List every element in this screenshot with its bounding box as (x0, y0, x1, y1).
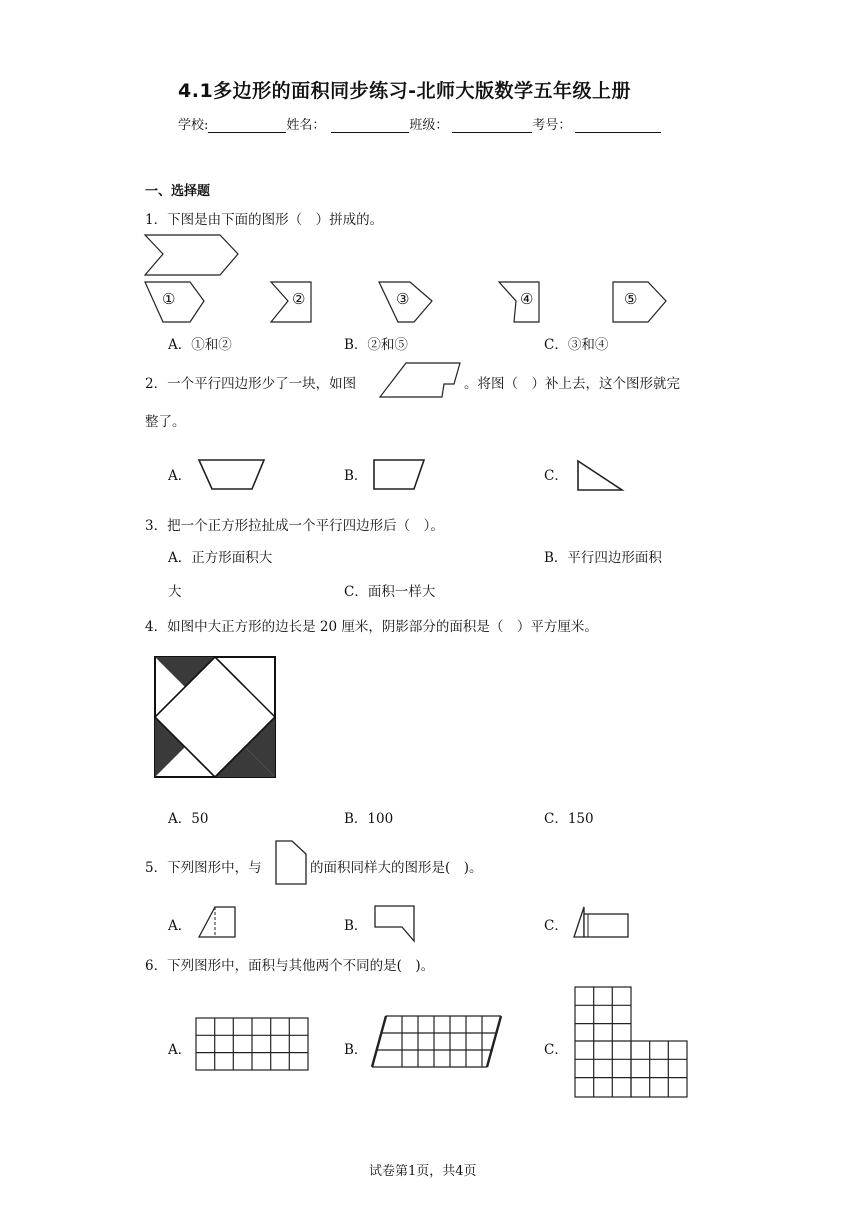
page-title: 4.1多边形的面积同步练习-北师大版数学五年级上册 (178, 80, 632, 102)
question-2-option-b[interactable]: B． (344, 468, 368, 484)
q5-option-b-shape (372, 903, 418, 945)
question-1-stem: 1．下图是由下面的图形（ ）拼成的。 (145, 212, 384, 228)
q4-square-figure (152, 654, 278, 780)
q1-piece-4-label: ④ (520, 290, 534, 308)
q2-incomplete-parallelogram (376, 360, 462, 402)
section-title: 一、选择题 (145, 184, 211, 199)
question-2-option-c[interactable]: C． (544, 468, 568, 484)
question-3-stem: 3．把一个正方形拉扯成一个平行四边形后（ ）。 (145, 518, 444, 534)
class-blank[interactable] (452, 118, 532, 133)
question-5-option-a[interactable]: A． (168, 918, 192, 934)
question-1-option-b[interactable]: B．②和⑤ (344, 337, 408, 353)
q1-combined-shape (140, 232, 244, 280)
q2-option-c-triangle (574, 458, 626, 494)
q1-piece-1-label: ① (162, 290, 176, 308)
q2-option-a-trapezoid (196, 457, 268, 493)
question-4-option-a[interactable]: A．50 (168, 811, 209, 827)
question-2-stem-part2: 。将图（ ）补上去，这个图形就完 (464, 376, 680, 392)
q5-option-c-shape (570, 903, 632, 941)
question-6-option-c[interactable]: C． (544, 1042, 568, 1058)
question-6-stem: 6．下列图形中，面积与其他两个不同的是( )。 (145, 958, 435, 974)
question-5-stem-part2: 的面积同样大的图形是( )。 (310, 860, 483, 876)
question-6-option-a[interactable]: A． (168, 1042, 192, 1058)
question-6-option-b[interactable]: B． (344, 1042, 368, 1058)
name-label: 姓名： (286, 118, 326, 133)
question-1-option-a[interactable]: A．①和② (168, 337, 232, 353)
question-5-stem-part1: 5．下列图形中，与 (145, 860, 262, 876)
question-4-option-b[interactable]: B．100 (344, 811, 394, 827)
exam-no-blank[interactable] (575, 118, 661, 133)
q1-piece-2 (266, 278, 316, 326)
question-5-option-b[interactable]: B． (344, 918, 368, 934)
exam-no-label: 考号： (532, 118, 572, 133)
school-blank[interactable] (208, 118, 286, 133)
question-1-option-c[interactable]: C．③和④ (544, 337, 609, 353)
question-2-stem-part3: 整了。 (145, 414, 186, 430)
q5-option-a-shape (196, 903, 240, 941)
question-2-stem-part1: 2．一个平行四边形少了一块，如图 (145, 376, 357, 392)
school-label: 学校: (178, 118, 209, 133)
q1-piece-4 (494, 278, 544, 326)
question-3-option-b-wrap: 大 (168, 584, 182, 600)
class-label: 班级： (409, 118, 449, 133)
question-2-option-a[interactable]: A． (168, 468, 192, 484)
question-4-stem: 4．如图中大正方形的边长是 20 厘米，阴影部分的面积是（ ）平方厘米。 (145, 619, 598, 635)
student-info-row (178, 114, 661, 133)
q1-piece-3-label: ③ (396, 290, 410, 308)
question-3-option-b[interactable]: B．平行四边形面积 (544, 550, 662, 566)
q6-option-c-l-grid (572, 984, 690, 1100)
q2-option-b-trapezoid (370, 457, 428, 493)
name-blank[interactable] (331, 118, 409, 133)
q6-option-b-parallelogram-grid (368, 1012, 508, 1076)
question-3-option-c[interactable]: C．面积一样大 (344, 584, 436, 600)
question-4-option-c[interactable]: C．150 (544, 811, 594, 827)
q6-option-a-grid (194, 1016, 310, 1072)
q1-piece-5 (608, 278, 674, 326)
q1-piece-2-label: ② (292, 290, 306, 308)
q5-reference-shape (272, 838, 310, 888)
question-5-option-c[interactable]: C． (544, 918, 568, 934)
page-footer: 试卷第1页，共4页 (369, 1164, 477, 1179)
q1-piece-5-label: ⑤ (624, 290, 638, 308)
question-3-option-a[interactable]: A．正方形面积大 (168, 550, 273, 566)
